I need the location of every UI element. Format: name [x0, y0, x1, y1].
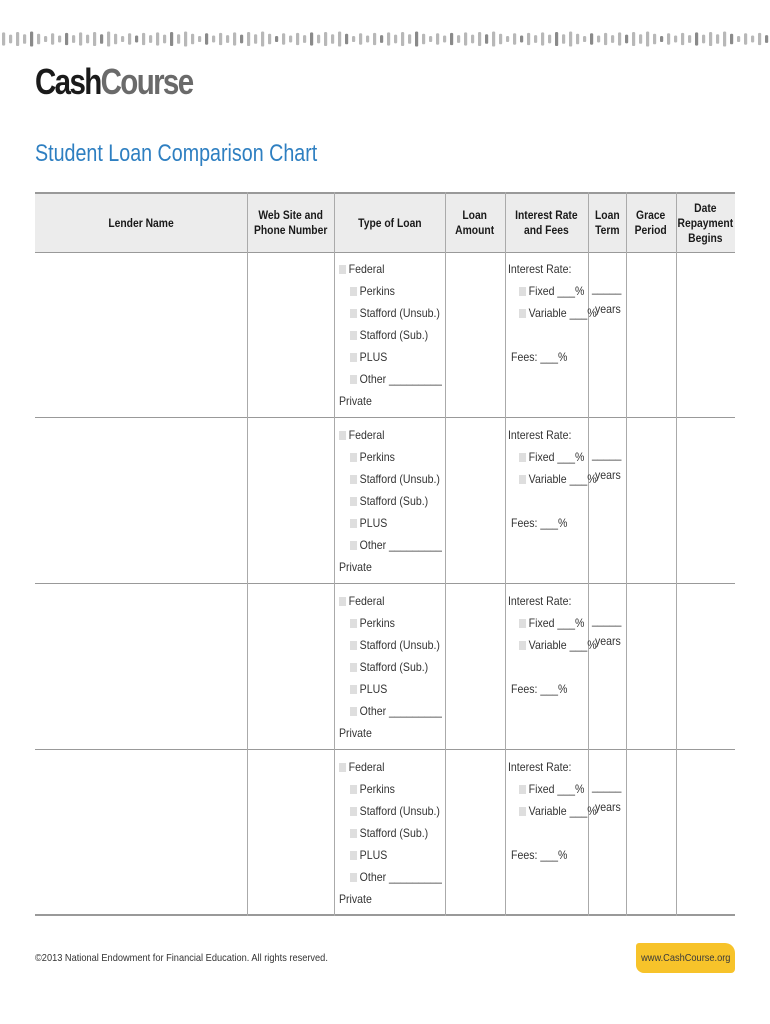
loan-type-option-stafford-sub[interactable]: [350, 328, 428, 342]
header-repayment-date: Date Repayment Begins: [677, 200, 734, 245]
loan-type-option-private[interactable]: [339, 394, 372, 408]
checkbox[interactable]: [339, 265, 346, 274]
checkbox[interactable]: [350, 851, 357, 860]
rate-text: Interest Rate:: [508, 594, 572, 608]
loan-type-option-perkins[interactable]: [350, 782, 395, 796]
loan-type-option-other[interactable]: [350, 372, 442, 386]
checkbox[interactable]: [350, 685, 357, 694]
rate-variable[interactable]: [519, 472, 597, 486]
loan-type-option-other[interactable]: [350, 870, 442, 884]
loan-type-label: Other _________: [359, 538, 442, 552]
loan-type-option-perkins[interactable]: [350, 450, 395, 464]
header-type-of-loan: Type of Loan: [357, 215, 422, 230]
checkbox[interactable]: [350, 519, 357, 528]
rate-text: Variable ___%: [528, 306, 597, 320]
loan-type-label: Perkins: [359, 782, 395, 796]
checkbox[interactable]: [350, 829, 357, 838]
copyright-notice: ©2013 National Endowment for Financial Education. All rights reserved.: [35, 952, 328, 964]
loan-type-label: Stafford (Sub.): [359, 660, 429, 674]
rate-label: [508, 262, 571, 276]
loan-type-label: Stafford (Unsub.): [359, 306, 440, 320]
header-bottom-border: [35, 252, 735, 253]
rate-variable[interactable]: [519, 638, 597, 652]
rate-fees[interactable]: [511, 682, 567, 696]
loan-type-label: Private: [339, 892, 372, 906]
col-divider: [505, 192, 506, 916]
row-divider: [35, 583, 735, 584]
loan-type-option-federal[interactable]: [339, 428, 384, 442]
checkbox[interactable]: [350, 309, 357, 318]
loan-term-years: years: [595, 468, 621, 482]
loan-type-option-plus[interactable]: [350, 350, 387, 364]
loan-type-option-plus[interactable]: [350, 682, 387, 696]
loan-type-label: Private: [339, 560, 372, 574]
loan-type-label: Perkins: [359, 284, 395, 298]
checkbox[interactable]: [350, 619, 357, 628]
checkbox[interactable]: [519, 641, 526, 650]
loan-type-option-other[interactable]: [350, 704, 442, 718]
loan-type-label: Federal: [348, 428, 385, 442]
rate-text: Fees: ___%: [511, 848, 568, 862]
checkbox[interactable]: [519, 785, 526, 794]
loan-type-label: Stafford (Unsub.): [359, 804, 440, 818]
checkbox[interactable]: [350, 453, 357, 462]
checkbox[interactable]: [519, 475, 526, 484]
loan-term-years: years: [595, 800, 621, 814]
checkbox[interactable]: [350, 353, 357, 362]
header-website-phone: Web Site and Phone Number: [253, 208, 328, 237]
checkbox[interactable]: [350, 807, 357, 816]
checkbox[interactable]: [339, 431, 346, 440]
loan-comparison-table: [35, 192, 735, 916]
loan-type-label: Federal: [348, 262, 385, 276]
col-divider: [445, 192, 446, 916]
row-divider: [35, 749, 735, 750]
rate-text: Fixed ___%: [528, 782, 585, 796]
checkbox[interactable]: [350, 287, 357, 296]
loan-term-blank[interactable]: _____: [592, 613, 622, 627]
checkbox[interactable]: [350, 497, 357, 506]
rate-text: Fixed ___%: [528, 616, 585, 630]
rate-text: Fees: ___%: [511, 516, 568, 530]
loan-type-label: PLUS: [359, 848, 388, 862]
loan-term-blank[interactable]: _____: [592, 779, 622, 793]
loan-type-option-stafford-sub[interactable]: [350, 826, 428, 840]
loan-type-option-stafford-unsub[interactable]: [350, 472, 440, 486]
loan-type-option-federal[interactable]: [339, 594, 384, 608]
loan-type-option-private[interactable]: [339, 726, 372, 740]
cashcourse-logo: [35, 61, 193, 102]
rate-text: Variable ___%: [528, 472, 597, 486]
loan-type-option-perkins[interactable]: [350, 616, 395, 630]
loan-type-label: Private: [339, 726, 372, 740]
checkbox[interactable]: [519, 287, 526, 296]
checkbox[interactable]: [339, 763, 346, 772]
logo-course: Course: [100, 61, 193, 102]
table-bottom-border: [35, 914, 735, 916]
loan-type-option-stafford-unsub[interactable]: [350, 804, 440, 818]
checkbox[interactable]: [350, 331, 357, 340]
rate-text: Variable ___%: [528, 804, 597, 818]
loan-type-option-federal[interactable]: [339, 760, 384, 774]
loan-type-label: Stafford (Sub.): [359, 826, 429, 840]
page-title: Student Loan Comparison Chart: [35, 140, 318, 167]
checkbox[interactable]: [350, 375, 357, 384]
loan-type-option-federal[interactable]: [339, 262, 384, 276]
rate-fixed[interactable]: [519, 616, 584, 630]
col-divider: [676, 192, 677, 916]
col-divider: [334, 192, 335, 916]
loan-type-option-perkins[interactable]: [350, 284, 395, 298]
loan-type-option-private[interactable]: [339, 892, 372, 906]
checkbox[interactable]: [339, 597, 346, 606]
loan-type-label: Other _________: [359, 704, 442, 718]
loan-type-label: Private: [339, 394, 372, 408]
loan-type-option-stafford-unsub[interactable]: [350, 638, 440, 652]
rate-text: Fixed ___%: [528, 450, 585, 464]
rate-text: Interest Rate:: [508, 262, 572, 276]
col-divider: [626, 192, 627, 916]
loan-type-option-stafford-sub[interactable]: [350, 660, 428, 674]
website-url-text: www.CashCourse.org: [640, 952, 731, 964]
header-lender-name: Lender Name: [108, 215, 174, 230]
loan-type-label: Perkins: [359, 616, 395, 630]
website-link[interactable]: [636, 943, 735, 973]
loan-type-label: Stafford (Unsub.): [359, 638, 440, 652]
loan-type-label: PLUS: [359, 350, 388, 364]
rate-text: Interest Rate:: [508, 428, 572, 442]
checkbox[interactable]: [350, 663, 357, 672]
loan-term-years: years: [595, 634, 621, 648]
rate-fees[interactable]: [511, 350, 567, 364]
rate-text: Interest Rate:: [508, 760, 572, 774]
loan-type-option-other[interactable]: [350, 538, 442, 552]
rate-variable[interactable]: [519, 804, 597, 818]
rate-text: Fees: ___%: [511, 350, 568, 364]
loan-type-label: Federal: [348, 760, 385, 774]
loan-type-option-plus[interactable]: [350, 516, 387, 530]
loan-type-label: Stafford (Sub.): [359, 494, 429, 508]
row-divider: [35, 417, 735, 418]
loan-type-label: PLUS: [359, 682, 388, 696]
rate-fees[interactable]: [511, 516, 567, 530]
logo-cash: Cash: [35, 61, 101, 102]
loan-type-label: Stafford (Unsub.): [359, 472, 440, 486]
rate-variable[interactable]: [519, 306, 597, 320]
loan-term-blank[interactable]: _____: [592, 281, 622, 295]
checkbox[interactable]: [519, 807, 526, 816]
rate-fixed[interactable]: [519, 284, 584, 298]
loan-type-label: PLUS: [359, 516, 388, 530]
header-loan-term: Loan Term: [594, 208, 620, 237]
header-loan-amount: Loan Amount: [455, 208, 495, 237]
header-grace-period: Grace Period: [634, 208, 668, 237]
rate-label: [508, 760, 571, 774]
loan-type-label: Stafford (Sub.): [359, 328, 429, 342]
loan-type-label: Other _________: [359, 870, 442, 884]
loan-type-option-private[interactable]: [339, 560, 372, 574]
checkbox[interactable]: [350, 707, 357, 716]
loan-type-label: Federal: [348, 594, 385, 608]
checkbox[interactable]: [519, 309, 526, 318]
checkbox[interactable]: [350, 873, 357, 882]
loan-term-years: years: [595, 302, 621, 316]
rate-fees[interactable]: [511, 848, 567, 862]
loan-term-blank[interactable]: _____: [592, 447, 622, 461]
loan-type-option-stafford-unsub[interactable]: [350, 306, 440, 320]
rate-text: Fees: ___%: [511, 682, 568, 696]
loan-type-option-plus[interactable]: [350, 848, 387, 862]
rate-fixed[interactable]: [519, 782, 584, 796]
rate-label: [508, 428, 571, 442]
col-divider: [247, 192, 248, 916]
checkbox[interactable]: [519, 619, 526, 628]
rate-label: [508, 594, 571, 608]
rate-fixed[interactable]: [519, 450, 584, 464]
loan-type-label: Other _________: [359, 372, 442, 386]
checkbox[interactable]: [350, 475, 357, 484]
loan-type-label: Perkins: [359, 450, 395, 464]
checkbox[interactable]: [519, 453, 526, 462]
rate-text: Variable ___%: [528, 638, 597, 652]
rate-text: Fixed ___%: [528, 284, 585, 298]
header-interest-rate: Interest Rate and Fees: [515, 208, 578, 237]
loan-type-option-stafford-sub[interactable]: [350, 494, 428, 508]
decorative-dotted-border: [0, 28, 770, 50]
checkbox[interactable]: [350, 785, 357, 794]
checkbox[interactable]: [350, 541, 357, 550]
checkbox[interactable]: [350, 641, 357, 650]
